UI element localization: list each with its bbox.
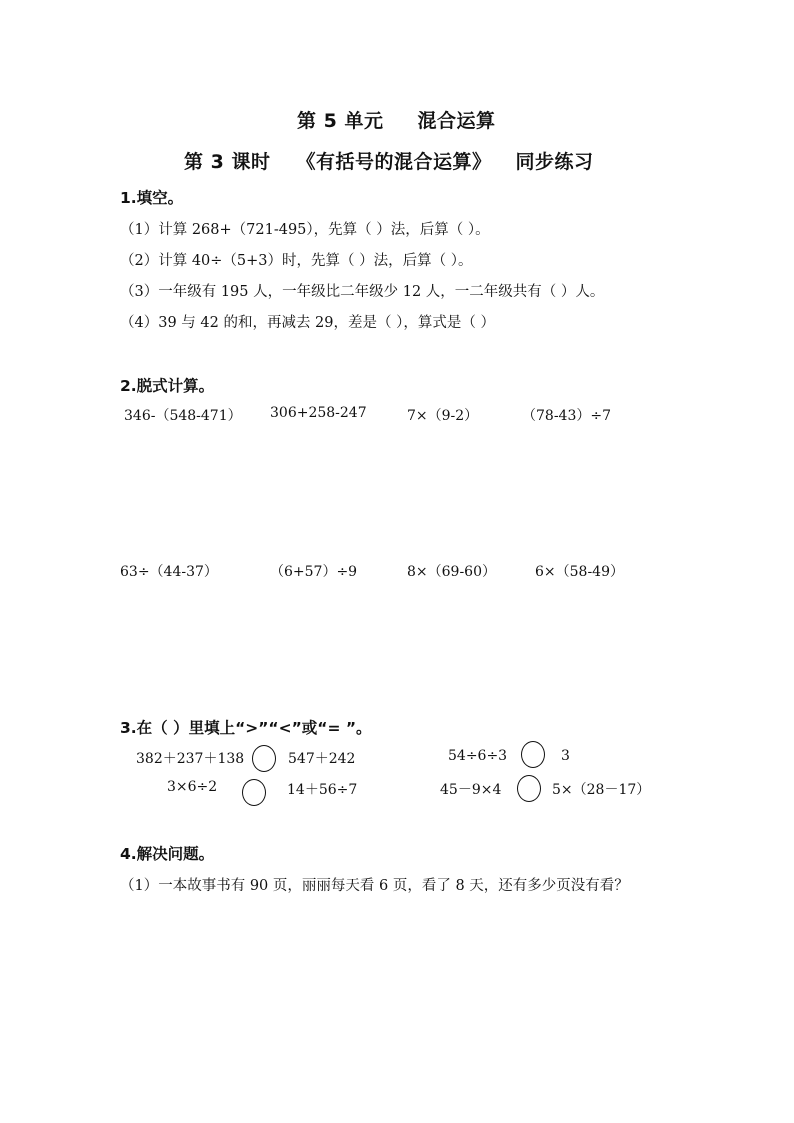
unit-label: 第 5 单元 <box>297 110 384 132</box>
q3-left-1: 382＋237＋138 <box>136 751 245 767</box>
q1-heading: 1.填空。 <box>120 189 184 207</box>
q1-item-3: （3）一年级有 195 人，一年级比二年级少 12 人，一二年级共有（ ）人。 <box>120 284 605 300</box>
q1-item-2: （2）计算 40÷（5+3）时，先算（ ）法，后算（ ）。 <box>120 253 473 269</box>
q2-expr-2: 306+258-247 <box>270 405 367 421</box>
lesson-label: 第 3 课时 <box>184 151 271 173</box>
q1-item-1: （1）计算 268+（721-495），先算（ ）法，后算（ ）。 <box>120 222 490 238</box>
q3-left-2: 54÷6÷3 <box>448 748 508 764</box>
q2-expr-3: 7×（9-2） <box>407 408 479 424</box>
q4-heading: 4.解决问题。 <box>120 845 215 863</box>
topic-label: 混合运算 <box>417 110 496 132</box>
q2-expr-8: 6×（58-49） <box>535 564 624 580</box>
q3-left-3: 3×6÷2 <box>167 779 218 795</box>
q2-expr-5: 63÷（44-37） <box>120 564 218 580</box>
q3-right-3: 14＋56÷7 <box>287 782 358 798</box>
q1-item-4: （4）39 与 42 的和，再减去 29，差是（ ），算式是（ ） <box>120 315 495 331</box>
q3-right-1: 547＋242 <box>288 751 356 767</box>
q3-heading: 3.在（ ）里填上“>”“<”或“= ”。 <box>120 719 372 737</box>
q2-expr-1: 346-（548-471） <box>124 408 242 424</box>
page-subtitle <box>184 147 593 174</box>
q4-item-1: （1）一本故事书有 90 页，丽丽每天看 6 页，看了 8 天，还有多少页没有看？ <box>120 878 629 894</box>
answer-circle[interactable] <box>517 775 541 802</box>
q2-expr-6: （6+57）÷9 <box>270 564 358 580</box>
answer-circle[interactable] <box>521 741 545 768</box>
q2-heading: 2.脱式计算。 <box>120 377 215 395</box>
practice-label: 同步练习 <box>515 151 594 173</box>
answer-circle[interactable] <box>252 745 276 772</box>
q2-expr-4: （78-43）÷7 <box>522 408 611 424</box>
q3-left-4: 45－9×4 <box>440 782 502 798</box>
answer-circle[interactable] <box>242 779 266 806</box>
page-title <box>297 106 495 133</box>
q3-right-2: 3 <box>561 748 570 764</box>
lesson-name: 《有括号的混合运算》 <box>296 151 492 173</box>
q3-right-4: 5×（28－17） <box>552 782 651 798</box>
q2-expr-7: 8×（69-60） <box>407 564 496 580</box>
